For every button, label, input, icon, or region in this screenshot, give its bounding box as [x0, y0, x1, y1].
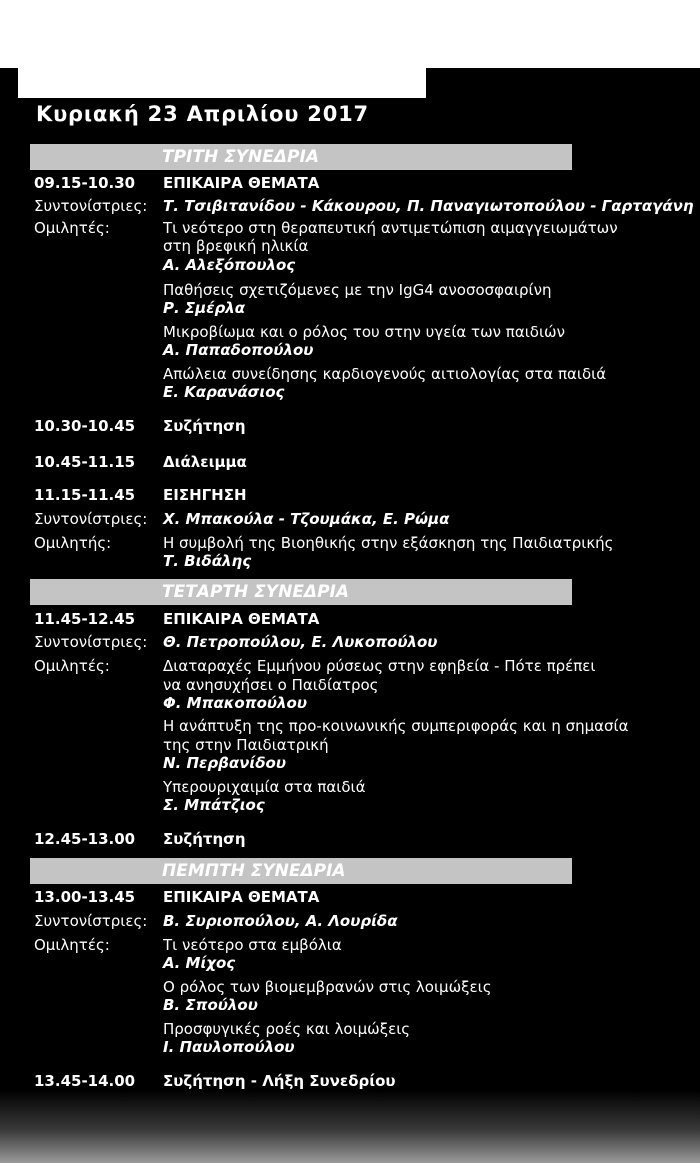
talk-title: Διαταραχές Εμμήνου ρύσεως στην εφηβεία - Πότε πρέπει	[163, 657, 596, 675]
moderators-label: Συντονίστριες:	[34, 197, 148, 215]
talk-speaker: Ι. Παυλοπούλου	[163, 1038, 295, 1056]
talk-speaker: Ν. Περβανίδου	[163, 754, 286, 772]
talk-speaker: Α. Αλεξόπουλος	[163, 256, 296, 274]
talk-title: Τι νεότερο στη θεραπευτική αντιμετώπιση αιμαγγειωμάτων	[163, 219, 618, 237]
session-header-fourth: ΤΕΤΑΡΤΗ ΣΥΝΕΔΡΙΑ	[30, 579, 572, 605]
moderators-label: Συντονίστριες:	[34, 912, 148, 930]
discussion-label: Συζήτηση	[163, 830, 246, 848]
bottom-gradient	[0, 1090, 700, 1163]
lecture-time: 11.15-11.45	[34, 486, 136, 504]
block-title: ΕΠΙΚΑΙΡΑ ΘΕΜΑΤΑ	[163, 888, 320, 906]
talk-title: Τι νεότερο στα εμβόλια	[163, 936, 342, 954]
talk-speaker: Α. Μίχος	[163, 954, 236, 972]
talk-title-cont: στη βρεφική ηλικία	[163, 237, 309, 255]
speakers-label: Ομιλητές:	[34, 219, 110, 237]
break-time: 10.45-11.15	[34, 453, 136, 471]
talk-speaker: Ε. Καρανάσιος	[163, 383, 285, 401]
talk-speaker: Σ. Μπάτζιος	[163, 796, 265, 814]
moderators-label: Συντονίστριες:	[34, 510, 148, 528]
talk-speaker: Β. Σπούλου	[163, 996, 258, 1014]
talk-title: Η συμβολή της Βιοηθικής στην εξάσκηση της Παιδιατρικής	[163, 534, 614, 552]
header-white-box	[18, 40, 426, 98]
discussion-label: Συζήτηση	[163, 417, 246, 435]
day-title: Κυριακή 23 Απριλίου 2017	[36, 102, 369, 126]
block-time: 09.15-10.30	[34, 174, 136, 192]
talk-speaker: Τ. Βιδάλης	[163, 552, 252, 570]
block-title: ΕΠΙΚΑΙΡΑ ΘΕΜΑΤΑ	[163, 174, 320, 192]
block-time: 11.45-12.45	[34, 610, 136, 628]
break-label: Διάλειμμα	[163, 453, 247, 471]
discussion-time: 12.45-13.00	[34, 830, 136, 848]
talk-title: Απώλεια συνείδησης καρδιογενούς αιτιολογίας στα παιδιά	[163, 365, 607, 383]
speaker-label: Ομιλητής:	[34, 534, 112, 552]
talk-title-cont: να ανησυχήσει ο Παιδίατρος	[163, 676, 379, 694]
speakers-label: Ομιλητές:	[34, 936, 110, 954]
speakers-label: Ομιλητές:	[34, 657, 110, 675]
talk-title: Προσφυγικές ροές και λοιμώξεις	[163, 1020, 411, 1038]
discussion-time: 10.30-10.45	[34, 417, 136, 435]
session-header-third: ΤΡΙΤΗ ΣΥΝΕΔΡΙΑ	[30, 144, 572, 170]
talk-title-cont: της στην Παιδιατρική	[163, 736, 329, 754]
talk-speaker: Φ. Μπακοπούλου	[163, 694, 307, 712]
talk-title: Η ανάπτυξη της προ-κοινωνικής συμπεριφοράς και η σημασία	[163, 717, 629, 735]
discussion-time: 13.45-14.00	[34, 1072, 136, 1090]
moderators: Θ. Πετροπούλου, Ε. Λυκοπούλου	[163, 633, 438, 651]
closing-label: Συζήτηση - Λήξη Συνεδρίου	[163, 1072, 396, 1090]
talk-speaker: Α. Παπαδοπούλου	[163, 341, 314, 359]
moderators: Τ. Τσιβιτανίδου - Κάκουρου, Π. Παναγιωτοπούλου - Γαρταγάνη	[163, 197, 694, 215]
moderators: Β. Συριοπούλου, Α. Λουρίδα	[163, 912, 398, 930]
session-header-fifth: ΠΕΜΠΤΗ ΣΥΝΕΔΡΙΑ	[30, 858, 572, 884]
block-time: 13.00-13.45	[34, 888, 136, 906]
talk-title: Παθήσεις σχετιζόμενες με την IgG4 ανοσοσφαιρίνη	[163, 281, 552, 299]
talk-title: Μικροβίωμα και ο ρόλος του στην υγεία των παιδιών	[163, 323, 565, 341]
talk-title: Ο ρόλος των βιομεμβρανών στις λοιμώξεις	[163, 978, 492, 996]
talk-speaker: Ρ. Σμέρλα	[163, 299, 246, 317]
lecture-title: ΕΙΣΗΓΗΣΗ	[163, 486, 247, 504]
moderators: Χ. Μπακούλα - Τζουμάκα, Ε. Ρώμα	[163, 510, 450, 528]
moderators-label: Συντονίστριες:	[34, 633, 148, 651]
block-title: ΕΠΙΚΑΙΡΑ ΘΕΜΑΤΑ	[163, 610, 320, 628]
talk-title: Υπερουριχαιμία στα παιδιά	[163, 778, 366, 796]
